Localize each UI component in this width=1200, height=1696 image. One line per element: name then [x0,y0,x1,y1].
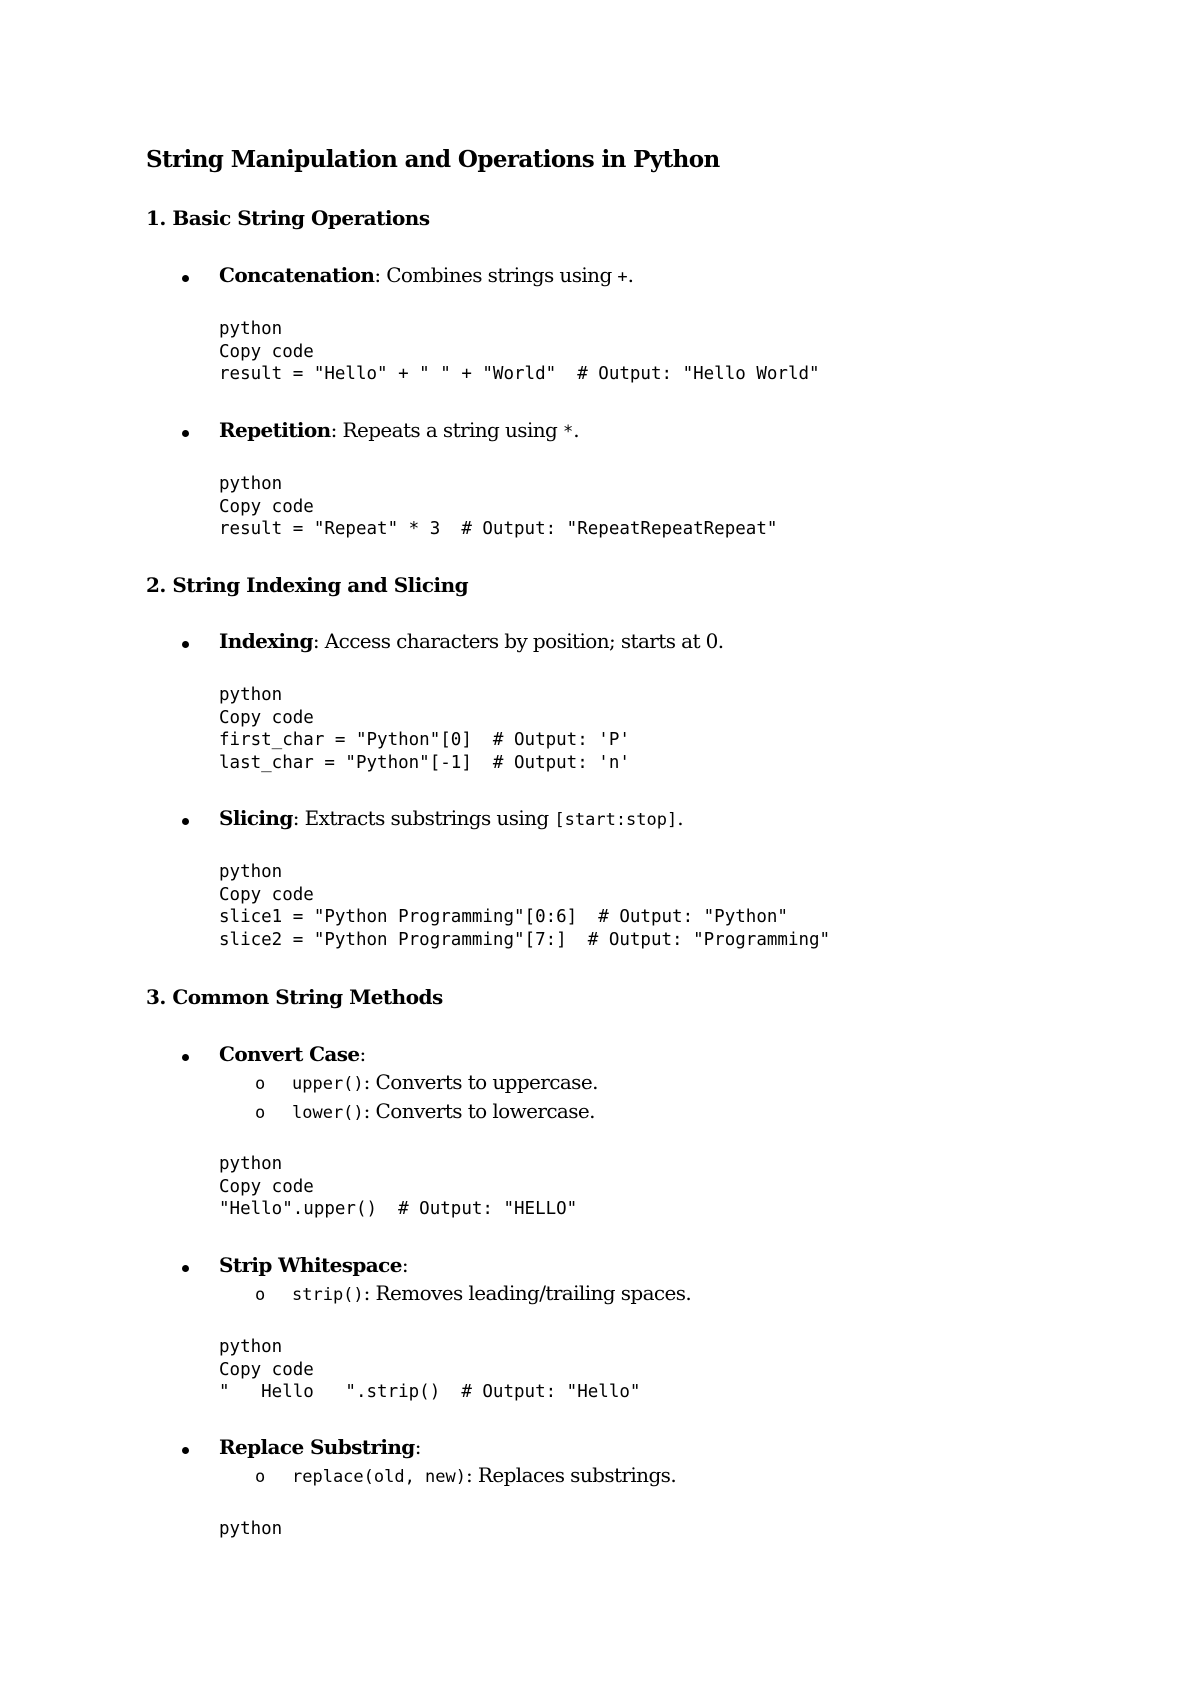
copy-code-label[interactable]: Copy code [219,341,314,362]
sub-item-text: : Converts to lowercase. [363,1099,595,1123]
bullet-dot [182,1447,189,1454]
section-heading-3: 3. Common String Methods [146,985,443,1009]
sub-item-lower [292,1099,595,1123]
section-heading-1: 1. Basic String Operations [146,206,430,230]
sub-bullet-marker: o [255,1285,266,1305]
inline-code: replace(old, new) [292,1467,466,1487]
code-line: python [219,1519,283,1539]
code-line: " Hello ".strip() # Output: "Hello" [219,1382,641,1402]
bullet-term: Concatenation [219,263,375,287]
bullet-term: Indexing [219,629,313,653]
sub-item-upper [292,1070,598,1094]
code-line: result = "Hello" + " " + "World" # Output: "Hello World" [219,364,820,384]
code-line: python [219,474,283,494]
code-line: first_char = "Python"[0] # Output: 'P' [219,730,630,750]
code-line: slice2 = "Python Programming"[7:] # Output: "Programming" [219,929,831,950]
bullet-text-end: . [627,263,634,287]
bullet-dot [182,275,189,282]
bullet-repetition [219,418,579,442]
code-line: slice1 = "Python Programming"[0:6] # Output: "Python" [219,907,788,927]
code-line: python [219,1154,283,1174]
code-block [219,473,777,541]
copy-code-label[interactable]: Copy code [219,884,314,905]
copy-code-label[interactable]: Copy code [219,1359,314,1380]
bullet-text: : [401,1253,408,1277]
code-line: python [219,862,283,882]
bullet-term: Convert Case [219,1042,360,1066]
bullet-dot [182,1265,189,1272]
bullet-text: : [359,1042,366,1066]
sub-bullet-marker: o [255,1467,266,1487]
code-line: python [219,685,283,705]
sub-item-replace [292,1463,676,1487]
code-block [219,1518,282,1541]
code-block [219,1336,640,1404]
inline-code: strip() [292,1285,364,1305]
bullet-term: Slicing [219,806,293,830]
bullet-dot [182,430,189,437]
bullet-slicing [219,806,683,830]
bullet-indexing [219,629,724,653]
bullet-replace-substring [219,1435,421,1459]
bullet-dot [182,641,189,648]
bullet-term: Replace Substring [219,1435,415,1459]
copy-code-label[interactable]: Copy code [219,496,314,517]
code-block [219,684,630,774]
bullet-term: Strip Whitespace [219,1253,402,1277]
bullet-text-end: . [573,418,579,442]
code-line: "Hello".upper() # Output: "HELLO" [219,1199,578,1219]
copy-code-label[interactable]: Copy code [219,1176,314,1197]
code-line: last_char = "Python"[-1] # Output: 'n' [219,752,630,773]
bullet-text: : [414,1435,421,1459]
bullet-strip-whitespace [219,1253,408,1277]
sub-item-text: : Converts to uppercase. [363,1070,598,1094]
code-block [219,861,830,951]
code-block [219,1153,577,1221]
sub-item-text: : Replaces substrings. [466,1463,677,1487]
inline-code: * [562,422,574,442]
inline-code: [start:stop] [554,810,678,830]
code-line: result = "Repeat" * 3 # Output: "RepeatRepeatRepeat" [219,519,778,539]
code-line: python [219,1337,283,1357]
sub-item-strip [292,1281,691,1305]
inline-code: + [617,267,628,287]
bullet-convert-case [219,1042,366,1066]
bullet-dot [182,818,189,825]
sub-bullet-marker: o [255,1074,266,1094]
bullet-dot [182,1054,189,1061]
bullet-concatenation [219,263,633,287]
bullet-text: : Access characters by position; starts at 0. [312,629,724,653]
page-title: String Manipulation and Operations in Python [146,146,720,173]
section-heading-2: 2. String Indexing and Slicing [146,573,469,597]
inline-code: upper() [292,1074,364,1094]
sub-item-text: : Removes leading/trailing spaces. [363,1281,692,1305]
sub-bullet-marker: o [255,1103,266,1123]
bullet-term: Repetition [219,418,331,442]
bullet-text-end: . [677,806,683,830]
bullet-text: : Extracts substrings using [292,806,555,830]
inline-code: lower() [292,1103,364,1123]
code-line: python [219,319,283,339]
bullet-text: : Repeats a string using [330,418,563,442]
copy-code-label[interactable]: Copy code [219,707,314,728]
code-block [219,318,820,386]
bullet-text: : Combines strings using [374,263,618,287]
